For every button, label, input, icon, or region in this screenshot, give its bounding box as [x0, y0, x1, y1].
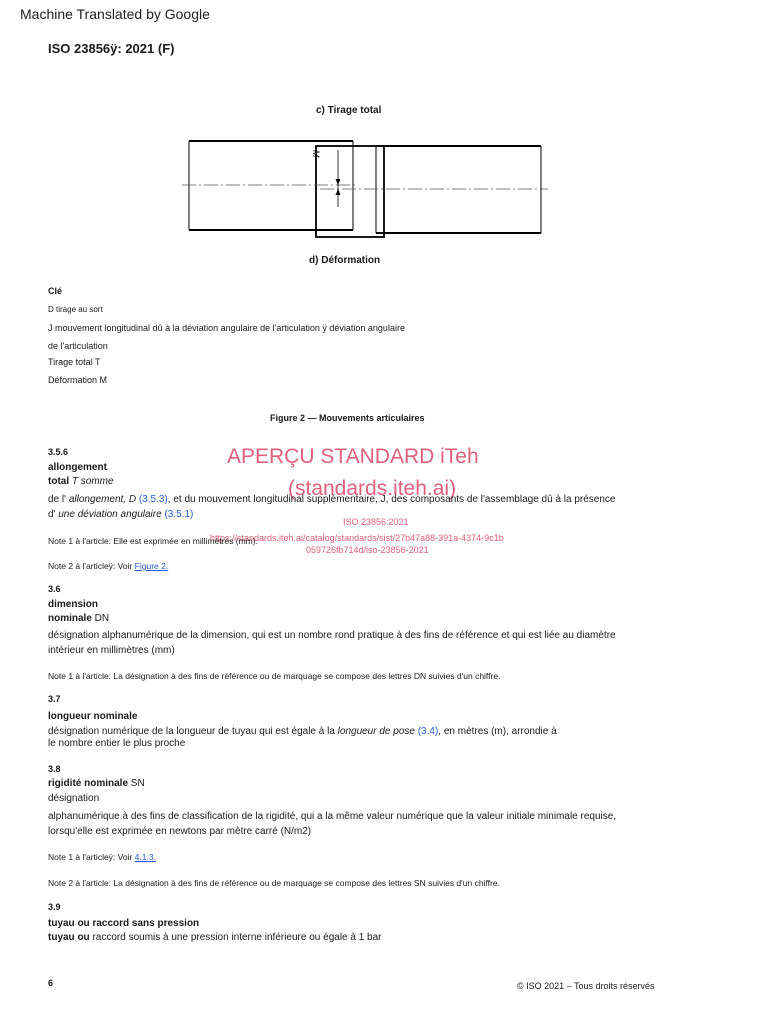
clause-number-3-9: 3.9: [48, 902, 61, 912]
key-item-d: D tirage au sort: [48, 305, 103, 314]
key-item-t: Tirage total T: [48, 357, 101, 367]
note-1-3-6: Note 1 à l'article: La désignation à des fins de référence ou de marquage se compose des lettres DN suivies d'un chiffre.: [48, 671, 501, 681]
watermark-url-line1[interactable]: https://standards.iteh.ai/catalog/standards/sist/27b47a88-391a-4374-9c1b: [210, 533, 504, 543]
definition-3-8-cont: lorsqu'elle est exprimée en newtons par mètre carré (N/m2): [48, 826, 312, 837]
definition-3-7-cont: le nombre entier le plus proche: [48, 738, 186, 749]
figure-caption-c: c) Tirage total: [316, 105, 382, 116]
term-dimension: dimension: [48, 599, 99, 610]
clause-number-3-6: 3.6: [48, 584, 61, 594]
page-number: 6: [48, 978, 54, 988]
key-item-j-cont: de l'articulation: [48, 341, 108, 351]
term-total: total T somme: [48, 476, 114, 487]
clause-number-3-5-6: 3.5.6: [48, 447, 69, 457]
clause-number-3-7: 3.7: [48, 694, 61, 704]
figure-caption-d: d) Déformation: [309, 255, 381, 266]
link-figure-2[interactable]: Figure 2.: [134, 561, 169, 571]
definition-3-5-6-cont: d' une déviation angulaire (3.5.1): [48, 509, 194, 520]
definition-3-6-cont: intérieur en millimètres (mm): [48, 645, 175, 656]
note-1-3-5-6: Note 1 à l'article: Elle est exprimée en millimètres (mm).: [48, 536, 258, 546]
document-id: ISO 23856ÿ: 2021 (F): [48, 41, 175, 56]
watermark-iso-link[interactable]: ISO 23856:2021: [343, 517, 409, 527]
key-item-m: Déformation M: [48, 375, 108, 385]
clause-number-3-8: 3.8: [48, 764, 61, 774]
term-allongement: allongement: [48, 462, 107, 473]
definition-3-7: désignation numérique de la longueur de tuyau qui est égale à la longueur de pose (3.4), en mètres (m), arrondie à: [48, 726, 557, 737]
term-designation: désignation: [48, 793, 100, 804]
term-longueur-nominale: longueur nominale: [48, 711, 138, 722]
arrow-down-icon: [336, 179, 341, 185]
definition-3-5-6: de l' allongement, D (3.5.3), et du mouvement longitudinal supplémentaire, J, des composants de l'assemblage dû à la présence: [48, 494, 616, 505]
note-2-3-5-6: Note 2 à l'articleÿ: Voir Figure 2.: [48, 561, 169, 571]
term-nominale-dn: nominale DN: [48, 613, 110, 624]
figure-title: Figure 2 — Mouvements articulaires: [270, 413, 425, 423]
definition-3-9: tuyau ou raccord soumis à une pression interne inférieure ou égale à 1 bar: [48, 932, 382, 943]
copyright: © ISO 2021 – Tous droits réservés: [517, 981, 655, 991]
note-1-3-8: Note 1 à l'articleÿ: Voir 4.1.3.: [48, 852, 156, 862]
definition-3-6: désignation alphanumérique de la dimension, qui est un nombre rond pratique à des fins de référence et qui est liée au diamètre: [48, 630, 616, 641]
machine-translated-banner: Machine Translated by Google: [20, 6, 210, 22]
term-tuyau-sans-pression: tuyau ou raccord sans pression: [48, 918, 200, 929]
term-rigidite-nominale: rigidité nominale SN: [48, 778, 145, 789]
link-3-5-1[interactable]: (3.5.1): [161, 509, 194, 520]
arrow-up-icon: [336, 189, 341, 195]
key-item-j: J mouvement longitudinal dû à la déviation angulaire de l'articulation ÿ déviation angulaire: [48, 323, 405, 333]
link-4-1-3[interactable]: 4.1.3.: [134, 852, 156, 862]
watermark-line2: (standards.iteh.ai): [288, 477, 457, 500]
watermark-line1: APERÇU STANDARD iTeh: [227, 445, 479, 468]
note-2-3-8: Note 2 à l'article: La désignation à des fins de référence ou de marquage se compose des lettres SN suivies d'un chiffre.: [48, 878, 500, 888]
dimension-label-m: M: [311, 150, 321, 158]
link-3-4[interactable]: (3.4): [414, 726, 439, 737]
definition-3-8: alphanumérique à des fins de classification de la rigidité, qui a la même valeur numérique que la valeur initiale minimale requise,: [48, 811, 617, 822]
coupling-sleeve: [316, 146, 384, 237]
link-3-5-3[interactable]: (3.5.3): [136, 494, 168, 505]
key-title: Clé: [48, 286, 63, 296]
watermark-url-line2[interactable]: 059726fb714d/iso-23856-2021: [306, 545, 429, 555]
